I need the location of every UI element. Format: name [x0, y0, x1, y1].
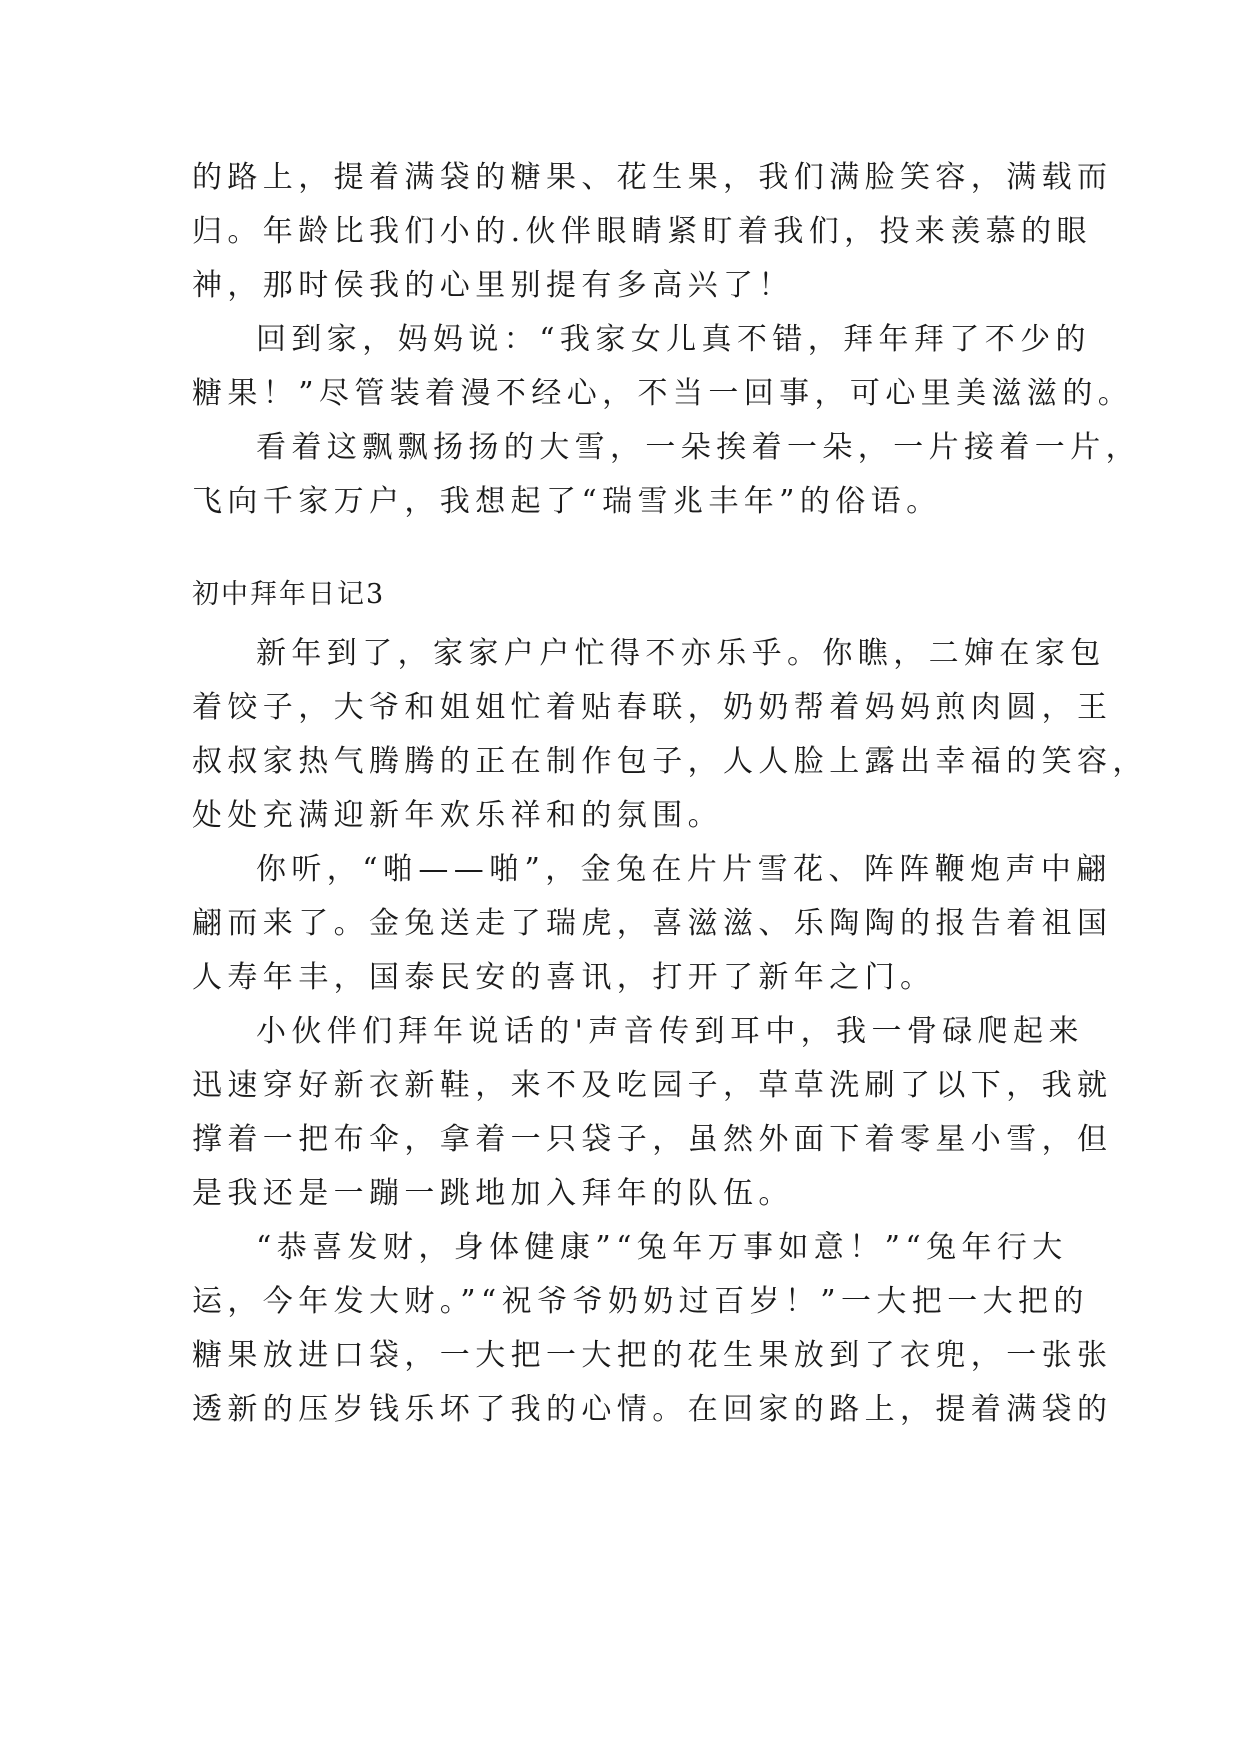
- text-line: 翩而来了。金兔送走了瑞虎，喜滋滋、乐陶陶的报告着祖国: [192, 906, 1113, 941]
- text-line: 人寿年丰，国泰民安的喜讯，打开了新年之门。: [192, 960, 936, 995]
- paragraph-start-line: 看着这飘飘扬扬的大雪，一朵挨着一朵，一片接着一片，: [256, 430, 1141, 465]
- text-line: 透新的压岁钱乐坏了我的心情。在回家的路上，提着满袋的: [192, 1392, 1113, 1427]
- section-heading: 初中拜年日记3: [192, 579, 386, 610]
- paragraph-start-line: 新年到了，家家户户忙得不亦乐乎。你瞧，二婶在家包: [256, 636, 1106, 671]
- text-line: 糖果！”尽管装着漫不经心，不当一回事，可心里美滋滋的。: [192, 376, 1134, 411]
- text-line: 着饺子，大爷和姐姐忙着贴春联，奶奶帮着妈妈煎肉圆，王: [192, 690, 1113, 725]
- text-line: 的路上，提着满袋的糖果、花生果，我们满脸笑容，满载而: [192, 160, 1113, 195]
- text-line: 是我还是一蹦一跳地加入拜年的队伍。: [192, 1176, 794, 1211]
- text-line: 叔叔家热气腾腾的正在制作包子，人人脸上露出幸福的笑容，: [192, 744, 1148, 779]
- text-line: 迅速穿好新衣新鞋，来不及吃园子，草草洗刷了以下，我就: [192, 1068, 1113, 1103]
- text-line: 糖果放进口袋，一大把一大把的花生果放到了衣兜，一张张: [192, 1338, 1113, 1373]
- paragraph-start-line: 小伙伴们拜年说话的'声音传到耳中，我一骨碌爬起来: [256, 1014, 1084, 1049]
- paragraph-start-line: 你听，“啪——啪”，金兔在片片雪花、阵阵鞭炮声中翩: [256, 852, 1112, 887]
- text-line: 处处充满迎新年欢乐祥和的氛围。: [192, 798, 723, 833]
- text-line: 神，那时侯我的心里别提有多高兴了！: [192, 268, 794, 303]
- paragraph-start-line: “恭喜发财，身体健康”“兔年万事如意！”“兔年行大: [256, 1230, 1068, 1265]
- paragraph-start-line: 回到家，妈妈说：“我家女儿真不错，拜年拜了不少的: [256, 322, 1091, 357]
- text-line: 归。年龄比我们小的.伙伴眼睛紧盯着我们，投来羡慕的眼: [192, 214, 1092, 249]
- text-line: 飞向千家万户，我想起了“瑞雪兆丰年”的俗语。: [192, 484, 942, 519]
- text-line: 撑着一把布伞，拿着一只袋子，虽然外面下着零星小雪，但: [192, 1122, 1113, 1157]
- text-line: 运，今年发大财。”“祝爷爷奶奶过百岁！”一大把一大把的: [192, 1284, 1089, 1319]
